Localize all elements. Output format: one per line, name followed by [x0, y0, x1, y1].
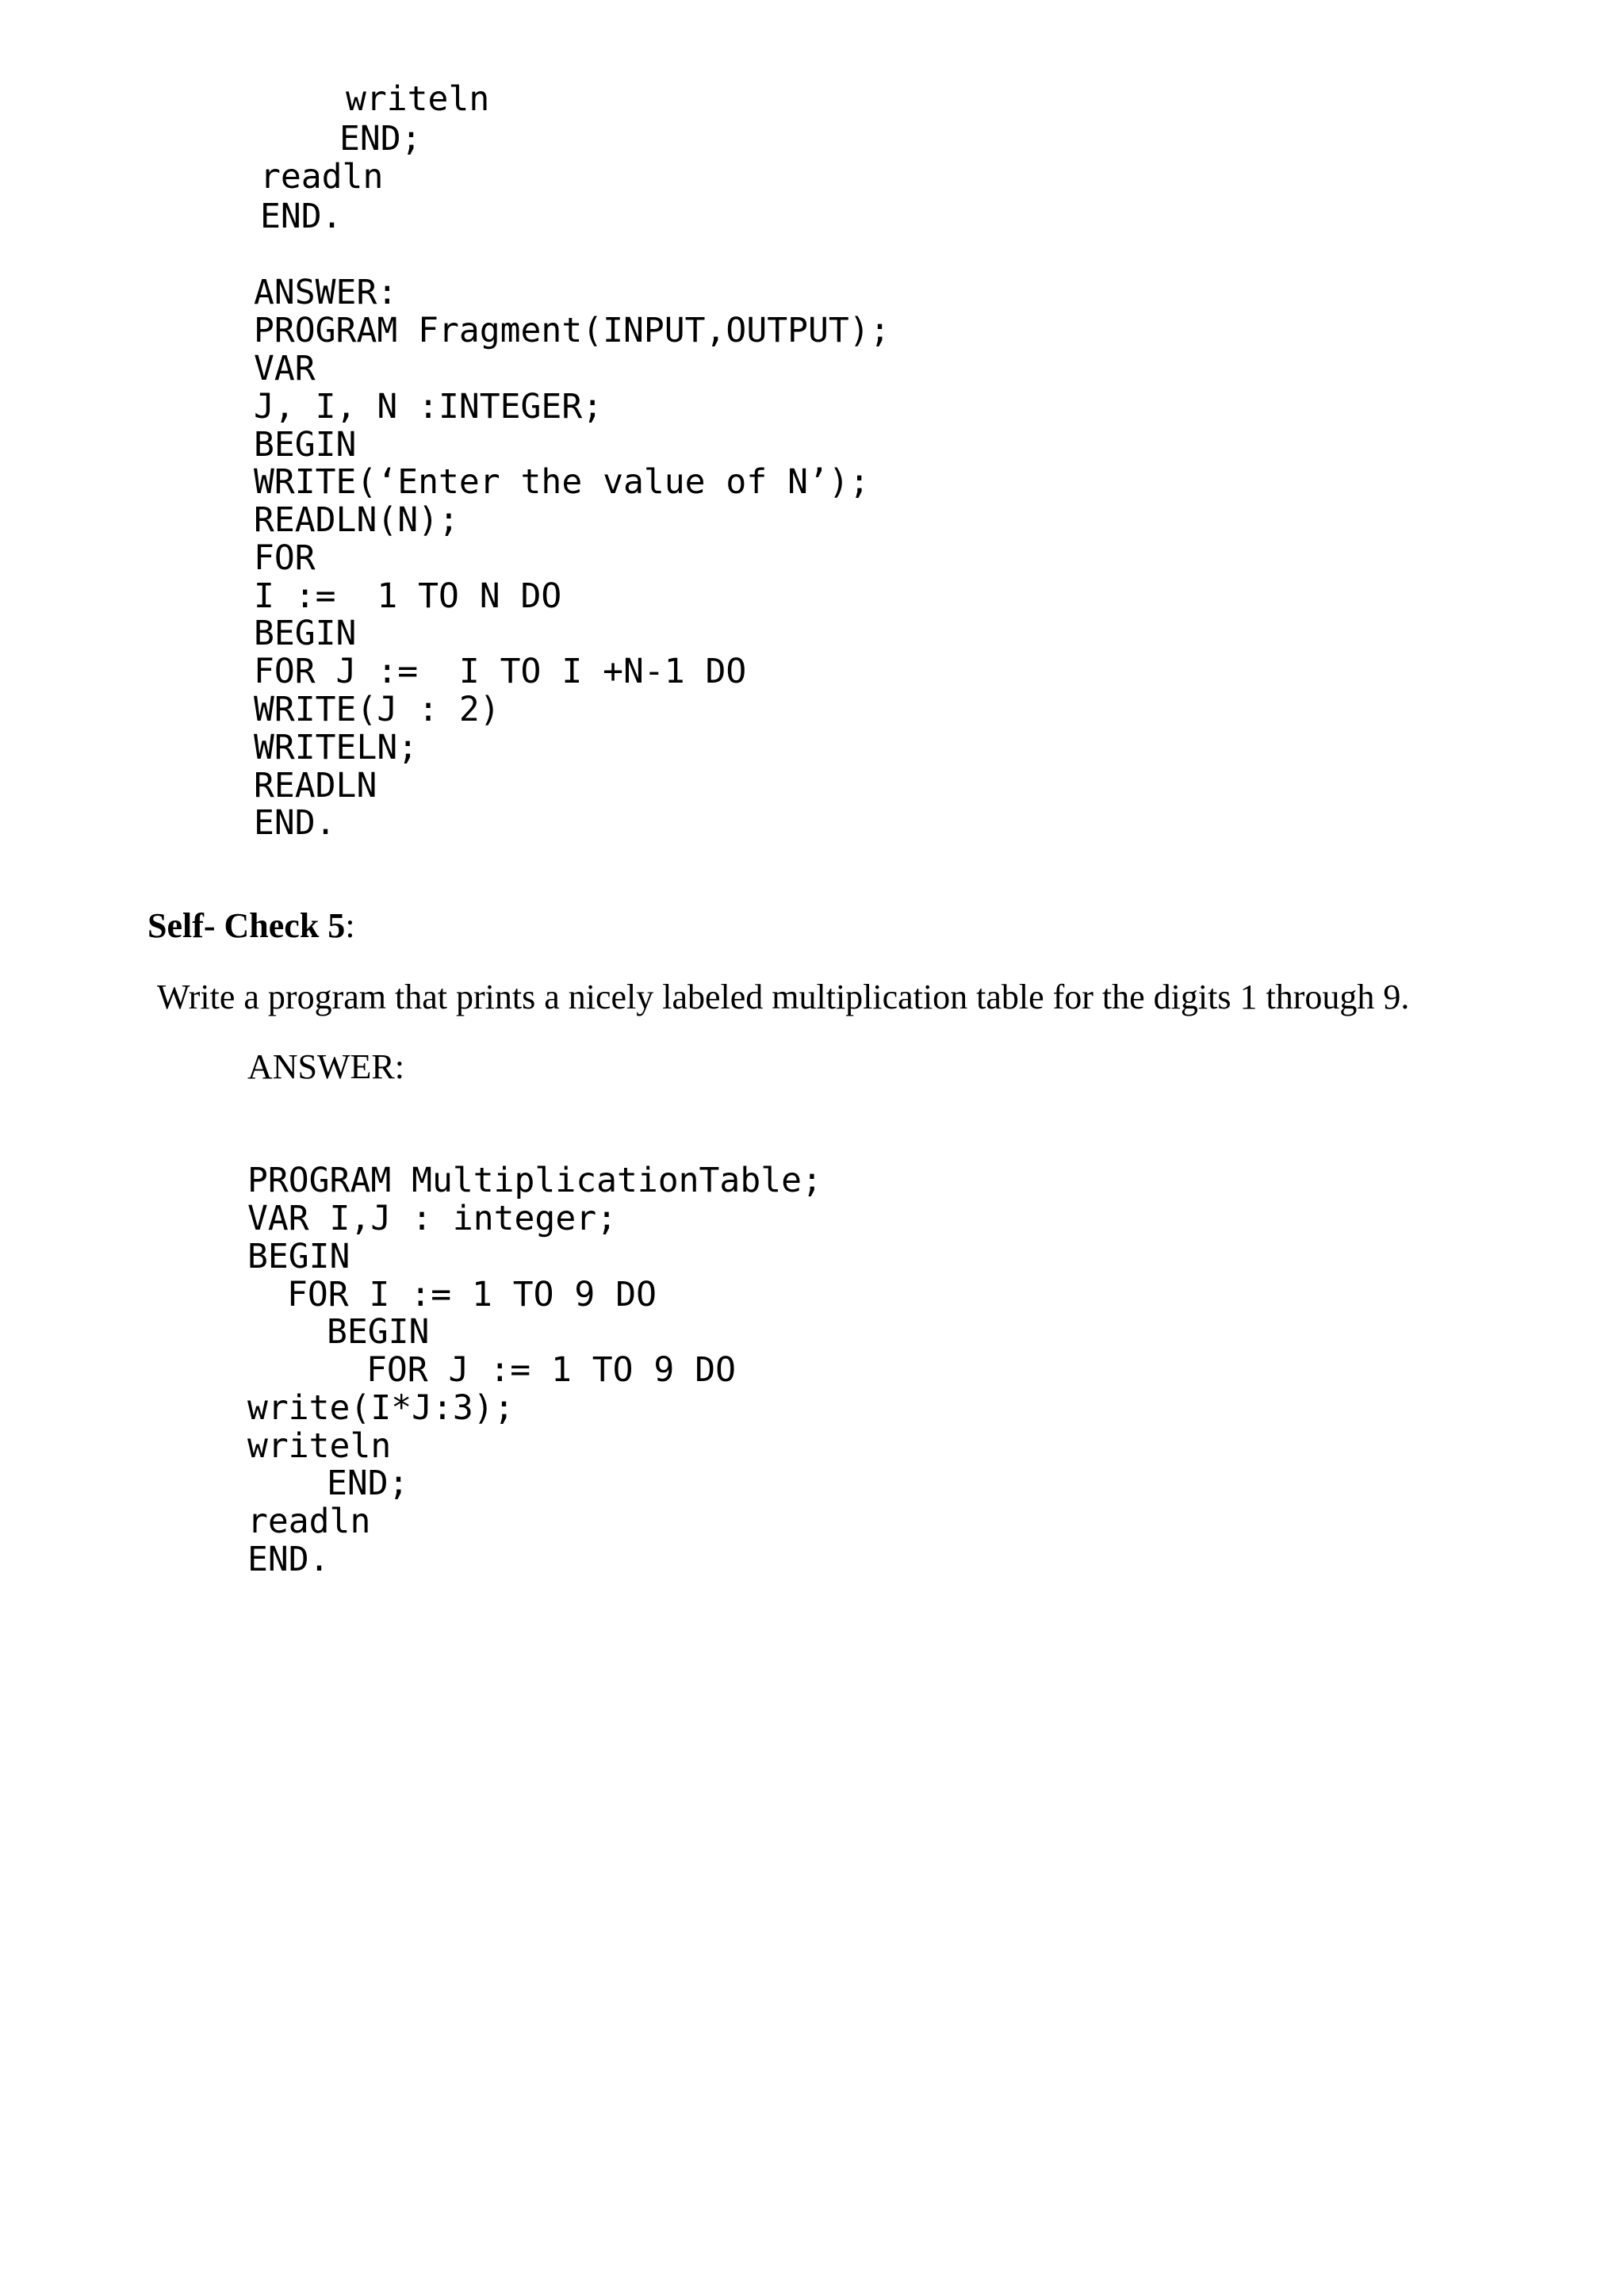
code-line: FOR: [254, 538, 316, 578]
self-check-question: Write a program that prints a nicely labeled multiplication table for the digits 1 through 9.: [157, 978, 1410, 1016]
code-line: WRITE(J : 2): [254, 690, 500, 729]
code-line: READLN: [254, 766, 377, 806]
code-line: write(I*J:3);: [247, 1388, 515, 1428]
code-line: readln: [260, 157, 384, 197]
self-check-title-colon: :: [345, 906, 355, 945]
code-line: PROGRAM Fragment(INPUT,OUTPUT);: [254, 311, 891, 350]
code-line: END;: [327, 1464, 409, 1503]
self-check-title: Self- Check 5: [147, 906, 346, 945]
self-check-heading: [147, 905, 355, 947]
code-line: J, I, N :INTEGER;: [254, 387, 603, 427]
code-line: WRITE(‘Enter the value of N’);: [254, 462, 870, 502]
code-line: WRITELN;: [254, 728, 419, 767]
code-line: END.: [247, 1540, 330, 1579]
code-line: BEGIN: [247, 1237, 350, 1276]
code-line: writeln: [346, 79, 490, 119]
answer-label: ANSWER:: [254, 273, 398, 312]
code-line: VAR I,J : integer;: [247, 1199, 617, 1238]
code-line: BEGIN: [254, 614, 357, 653]
code-line: FOR J := 1 TO 9 DO: [366, 1350, 736, 1390]
code-line: END.: [254, 803, 336, 843]
code-line: BEGIN: [327, 1312, 430, 1352]
code-line: BEGIN: [254, 425, 357, 465]
code-line: END;: [339, 119, 422, 159]
answer-label: ANSWER:: [247, 1047, 404, 1086]
code-line: I := 1 TO N DO: [254, 576, 562, 616]
code-line: writeln: [247, 1426, 392, 1466]
code-line: READLN(N);: [254, 500, 459, 540]
code-line: VAR: [254, 349, 316, 388]
code-line: FOR J := I TO I +N-1 DO: [254, 652, 747, 691]
code-line: FOR I := 1 TO 9 DO: [287, 1275, 657, 1314]
code-line: END.: [260, 197, 343, 236]
code-line: PROGRAM MultiplicationTable;: [247, 1161, 822, 1200]
code-line: readln: [247, 1502, 371, 1541]
